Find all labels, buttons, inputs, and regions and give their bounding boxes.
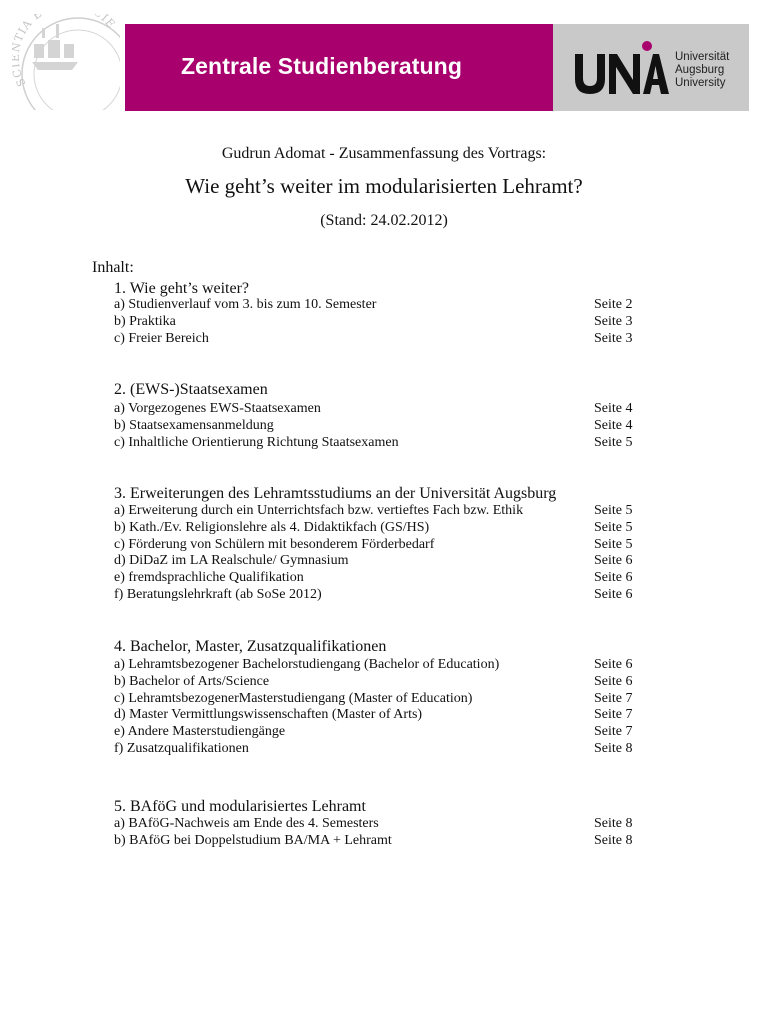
toc-entry <box>0 537 768 554</box>
logo-line-1: Universität <box>675 51 730 63</box>
toc-entry-label: e) Andere Masterstudiengänge <box>114 724 286 740</box>
toc-entry-label: a) Vorgezogenes EWS-Staatsexamen <box>114 401 321 416</box>
toc-section-heading: 4. Bachelor, Master, Zusatzqualifikationen <box>114 638 387 655</box>
toc-entry-page: Seite 7 <box>594 690 633 706</box>
toc-entry-page: Seite 3 <box>594 313 633 329</box>
toc-entry <box>0 297 768 314</box>
toc-label: Inhalt: <box>92 259 134 276</box>
document-title: Wie geht’s weiter im modularisierten Lehramt? <box>185 174 583 198</box>
toc-entry-label: a) Erweiterung durch ein Unterrichtsfach bzw. vertieftes Fach bzw. Ethik <box>114 503 524 518</box>
toc-entry-label: c) Inhaltliche Orientierung Richtung Staatsexamen <box>114 434 399 450</box>
header-banner <box>125 24 553 111</box>
toc-entry <box>0 553 768 570</box>
university-seal <box>12 14 120 110</box>
toc-entry-label: a) Studienverlauf vom 3. bis zum 10. Semester <box>114 297 377 312</box>
toc-entry <box>0 435 768 452</box>
toc-entry-label: c) Freier Bereich <box>114 330 209 346</box>
toc-entry-page: Seite 6 <box>594 587 633 602</box>
toc-entry-label: f) Beratungslehrkraft (ab SoSe 2012) <box>114 587 322 602</box>
toc-entry-label: b) Bachelor of Arts/Science <box>114 673 270 689</box>
toc-entry <box>0 833 768 850</box>
toc-entry <box>0 691 768 708</box>
toc-entry <box>0 570 768 587</box>
toc-section-heading: 3. Erweiterungen des Lehramtsstudiums an der Universität Augsburg <box>114 485 557 502</box>
toc-entry <box>0 401 768 418</box>
toc-entry-label: b) Kath./Ev. Religionslehre als 4. Didaktikfach (GS/HS) <box>114 519 430 535</box>
toc-entry-label: b) Praktika <box>114 313 176 329</box>
toc-entry-page: Seite 5 <box>594 434 633 450</box>
seal-motto: S TIA E IE <box>12 14 119 89</box>
toc-entry <box>0 707 768 724</box>
toc-entry-label: b) Staatsexamensanmeldung <box>114 417 274 433</box>
toc-entry-label: c) LehramtsbezogenerMasterstudiengang (Master of Education) <box>114 690 473 706</box>
toc-entry <box>0 816 768 833</box>
logo-line-3: University <box>675 77 726 89</box>
toc-entry-page: Seite 3 <box>594 330 633 346</box>
toc-entry <box>0 741 768 758</box>
toc-entry-page: Seite 2 <box>594 297 633 312</box>
toc-entry-page: Seite 6 <box>594 553 633 569</box>
toc-entry <box>0 503 768 520</box>
toc-entry-label: a) BAföG-Nachweis am Ende des 4. Semesters <box>114 816 379 831</box>
toc-entry-page: Seite 8 <box>594 832 633 848</box>
document-date: (Stand: 24.02.2012) <box>320 212 448 229</box>
toc-entry <box>0 587 768 604</box>
logo-line-2: Augsburg <box>675 64 725 76</box>
toc-entry <box>0 674 768 691</box>
toc-entry-page: Seite 6 <box>594 673 633 689</box>
toc-entry <box>0 314 768 331</box>
toc-entry <box>0 657 768 674</box>
toc-entry-label: a) Lehramtsbezogener Bachelorstudiengang (Bachelor of Education) <box>114 657 500 672</box>
toc-section-heading: 5. BAföG und modularisiertes Lehramt <box>114 798 366 815</box>
toc-entry-page: Seite 4 <box>594 401 633 416</box>
toc-entry-page: Seite 4 <box>594 417 633 433</box>
toc-entry-page: Seite 6 <box>594 570 633 586</box>
toc-entry-page: Seite 6 <box>594 657 633 672</box>
uni-logo-icon <box>573 40 669 96</box>
toc-section-heading: 2. (EWS-)Staatsexamen <box>114 381 268 398</box>
toc-entry <box>0 520 768 537</box>
document-subtitle: Gudrun Adomat - Zusammenfassung des Vortrags: <box>221 145 547 162</box>
seal-graphic <box>12 14 120 110</box>
toc-entry-page: Seite 7 <box>594 707 633 723</box>
toc-entry <box>0 418 768 435</box>
toc-entry-label: b) BAföG bei Doppelstudium BA/MA + Lehramt <box>114 832 392 848</box>
toc-section-heading: 1. Wie geht’s weiter? <box>114 280 250 297</box>
toc-entry-page: Seite 5 <box>594 503 633 518</box>
toc-entry-page: Seite 5 <box>594 536 633 552</box>
toc-entry-label: d) Master Vermittlungswissenschaften (Master of Arts) <box>114 707 423 723</box>
toc-entry-label: d) DiDaZ im LA Realschule/ Gymnasium <box>114 553 349 569</box>
toc-entry-page: Seite 7 <box>594 724 633 740</box>
toc-entry-label: e) fremdsprachliche Qualifikation <box>114 570 304 586</box>
toc-entry <box>0 724 768 741</box>
toc-entry-label: c) Förderung von Schülern mit besonderem Förderbedarf <box>114 536 435 552</box>
toc-entry-page: Seite 5 <box>594 519 633 535</box>
university-logo <box>553 24 749 111</box>
toc-entry-page: Seite 8 <box>594 816 633 831</box>
toc-entry-page: Seite 8 <box>594 741 633 756</box>
toc-entry-label: f) Zusatzqualifikationen <box>114 741 249 756</box>
logo-text <box>675 51 729 90</box>
banner-title: Zentrale Studienberatung <box>181 53 462 79</box>
toc-entry <box>0 331 768 348</box>
